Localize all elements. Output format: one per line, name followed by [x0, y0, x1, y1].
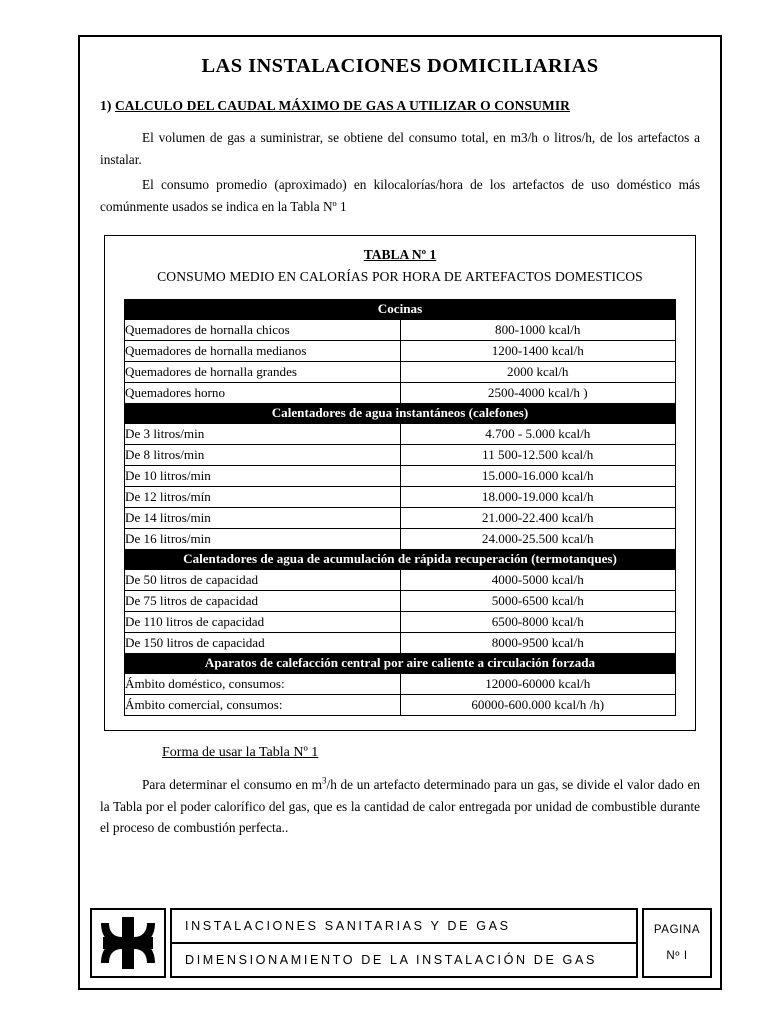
- table-row: [125, 695, 676, 716]
- usage-text-part2: /h de un artefacto determinado para un gas, se divide el valor dado en la Tabla por el poder calorífico del gas, que es la cantidad de calor entregada por unidad de combustible durante el proceso de combustión perfecta..: [100, 777, 700, 836]
- row-label: De 3 litros/min: [125, 424, 401, 445]
- row-label: De 14 litros/min: [125, 508, 401, 529]
- utn-logo-icon: [97, 915, 159, 971]
- row-value: 800-1000 kcal/h: [400, 320, 676, 341]
- footer-line-1: INSTALACIONES SANITARIAS Y DE GAS: [170, 908, 638, 944]
- table-row: [125, 362, 676, 383]
- row-label: De 10 litros/min: [125, 466, 401, 487]
- page-footer: [90, 908, 712, 978]
- table-row: [125, 674, 676, 695]
- row-label: De 12 litros/mín: [125, 487, 401, 508]
- row-label: Quemadores horno: [125, 383, 401, 404]
- group-label-calefaccion: Aparatos de calefacción central por aire caliente a circulación forzada: [125, 654, 676, 674]
- row-value: 4.700 - 5.000 kcal/h: [400, 424, 676, 445]
- page-label: PAGINA: [653, 924, 701, 936]
- page-title: LAS INSTALACIONES DOMICILIARIAS: [201, 55, 599, 77]
- table-title: [105, 247, 695, 263]
- table-row: [125, 487, 676, 508]
- table-row: [125, 466, 676, 487]
- row-label: Ámbito doméstico, consumos:: [125, 674, 401, 695]
- table-1-container: [104, 235, 696, 731]
- row-label: De 16 litros/min: [125, 529, 401, 550]
- table-row: [125, 383, 676, 404]
- superscript-exponent: 3: [321, 775, 327, 786]
- group-label-calefones: Calentadores de agua instantáneos (calefones): [125, 404, 676, 424]
- row-value: 24.000-25.500 kcal/h: [400, 529, 676, 550]
- page-number: Nº I: [666, 950, 688, 962]
- row-label: De 50 litros de capacidad: [125, 570, 401, 591]
- row-value: 21.000-22.400 kcal/h: [400, 508, 676, 529]
- section-heading: [100, 98, 700, 114]
- row-value: 6500-8000 kcal/h: [400, 612, 676, 633]
- row-value: 60000-600.000 kcal/h /h): [400, 695, 676, 716]
- table-row: [125, 633, 676, 654]
- table-row: [125, 508, 676, 529]
- row-value: 2500-4000 kcal/h ): [400, 383, 676, 404]
- row-value: 4000-5000 kcal/h: [400, 570, 676, 591]
- row-label: Quemadores de hornalla chicos: [125, 320, 401, 341]
- page-number-cell: [642, 908, 712, 978]
- table-row: [125, 529, 676, 550]
- section-heading-text: CALCULO DEL CAUDAL MÁXIMO DE GAS A UTILIZAR O CONSUMIR: [114, 98, 571, 113]
- usage-heading: [100, 745, 700, 761]
- table-subtitle: CONSUMO MEDIO EN CALORÍAS POR HORA DE ARTEFACTOS DOMESTICOS: [157, 269, 643, 285]
- table-row: [125, 570, 676, 591]
- consumption-table-body: [125, 300, 676, 716]
- footer-text-block: [170, 908, 638, 978]
- footer-line-2: DIMENSIONAMIENTO DE LA INSTALACIÓN DE GAS: [170, 944, 638, 978]
- row-value: 5000-6500 kcal/h: [400, 591, 676, 612]
- table-group-header: [125, 550, 676, 570]
- usage-heading-text: Forma de usar la Tabla Nº 1: [162, 745, 319, 761]
- paragraph-consumo-promedio: El consumo promedio (aproximado) en kilocalorías/hora de los artefactos de uso doméstico más comúnmente usados se indica en la Tabla Nº 1: [100, 177, 700, 214]
- row-label: De 110 litros de capacidad: [125, 612, 401, 633]
- table-group-header: [125, 654, 676, 674]
- group-label-cocinas: Cocinas: [125, 300, 676, 320]
- table-row: [125, 341, 676, 362]
- document-content: [80, 37, 720, 839]
- row-value: 12000-60000 kcal/h: [400, 674, 676, 695]
- row-value: 18.000-19.000 kcal/h: [400, 487, 676, 508]
- table-row: [125, 320, 676, 341]
- usage-text-part1: Para determinar el consumo en m: [142, 777, 322, 793]
- table-group-header: [125, 300, 676, 320]
- section-number: 1): [100, 98, 112, 113]
- table-title-text: TABLA Nº 1: [363, 247, 437, 263]
- row-value: 2000 kcal/h: [400, 362, 676, 383]
- table-row: [125, 424, 676, 445]
- document-page: [78, 35, 722, 990]
- row-label: De 150 litros de capacidad: [125, 633, 401, 654]
- row-label: De 75 litros de capacidad: [125, 591, 401, 612]
- consumption-table: [124, 299, 676, 716]
- table-row: [125, 591, 676, 612]
- row-value: 8000-9500 kcal/h: [400, 633, 676, 654]
- row-value: 1200-1400 kcal/h: [400, 341, 676, 362]
- table-row: [125, 612, 676, 633]
- row-label: De 8 litros/min: [125, 445, 401, 466]
- table-row: [125, 445, 676, 466]
- table-group-header: [125, 404, 676, 424]
- row-value: 15.000-16.000 kcal/h: [400, 466, 676, 487]
- group-label-termotanques: Calentadores de agua de acumulación de rápida recuperación (termotanques): [125, 550, 676, 570]
- row-value: 11 500-12.500 kcal/h: [400, 445, 676, 466]
- paragraph-usage: [100, 774, 700, 839]
- logo-cell: [90, 908, 166, 978]
- row-label: Ámbito comercial, consumos:: [125, 695, 401, 716]
- row-label: Quemadores de hornalla medianos: [125, 341, 401, 362]
- paragraph-volume-gas: El volumen de gas a suministrar, se obtiene del consumo total, en m3/h o litros/h, de los artefactos a instalar.: [100, 130, 700, 167]
- row-label: Quemadores de hornalla grandes: [125, 362, 401, 383]
